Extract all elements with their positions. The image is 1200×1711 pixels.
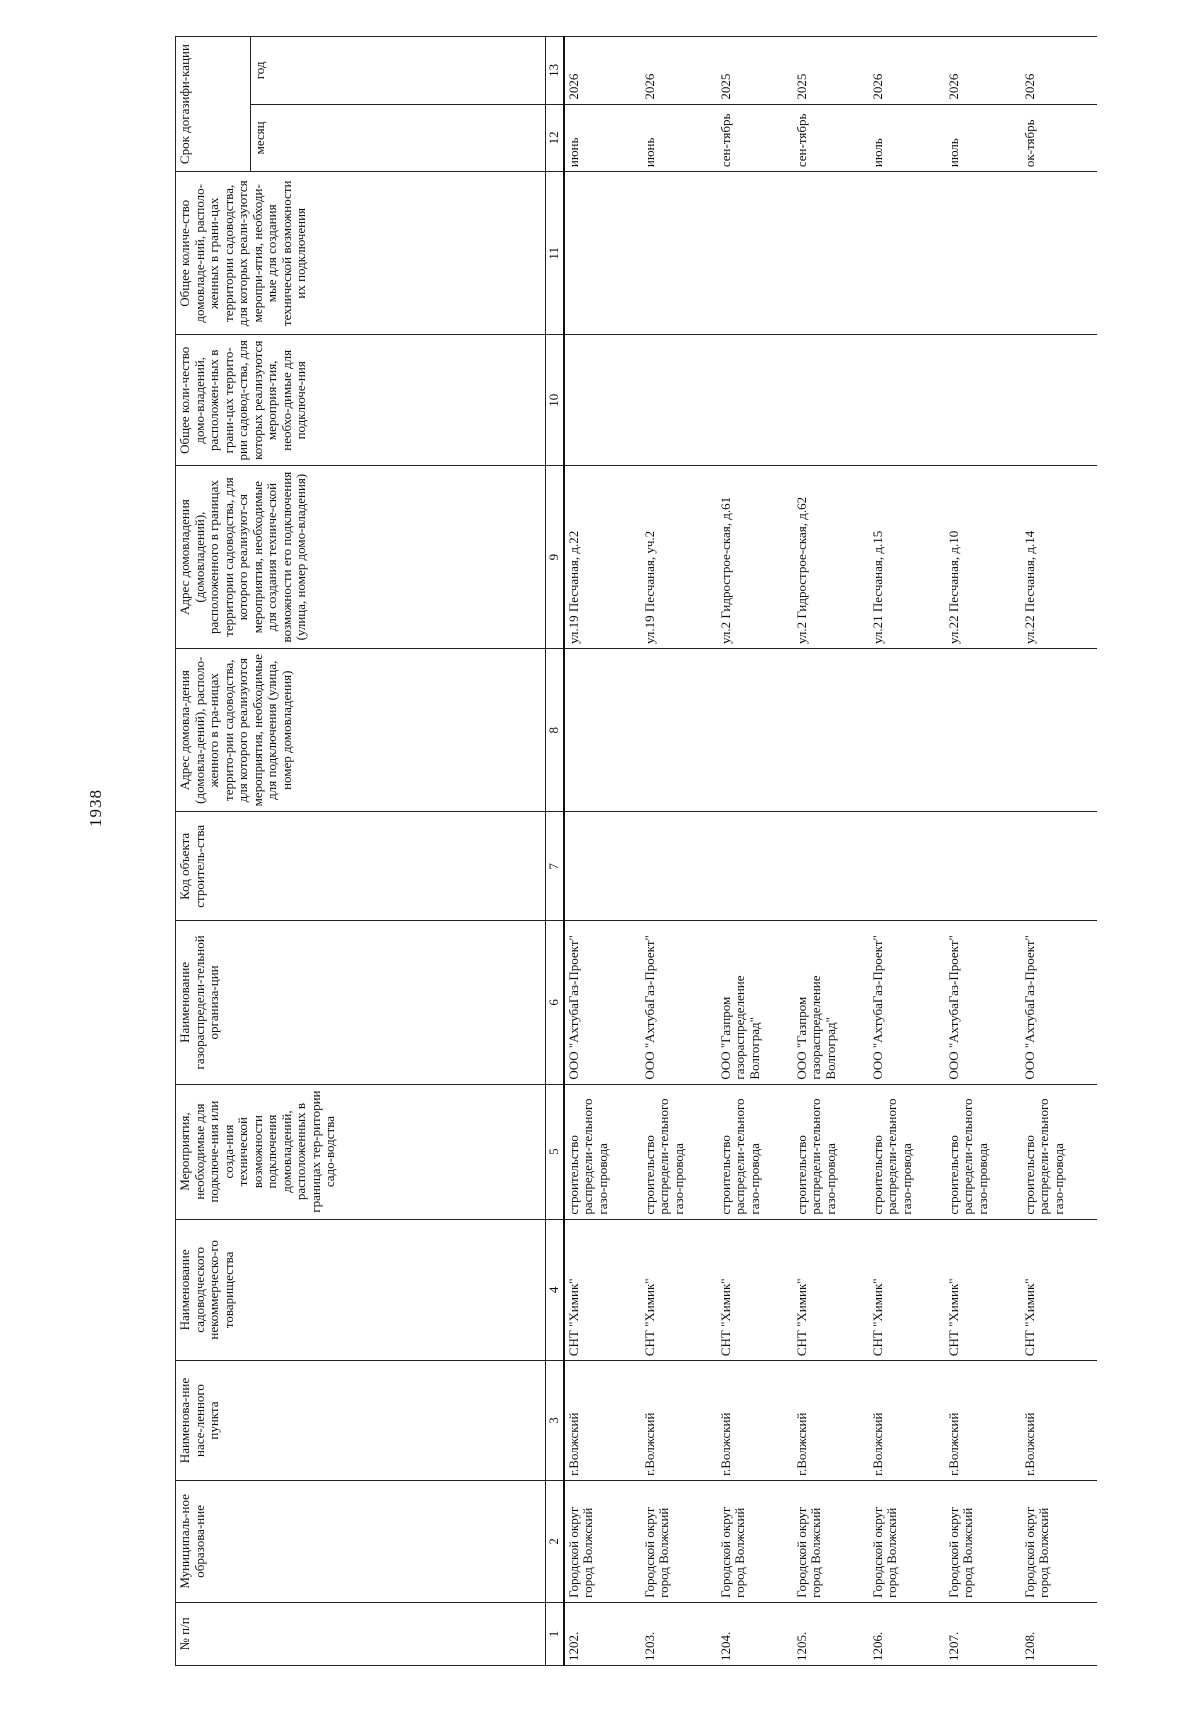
row-month: сен-тябрь	[717, 104, 793, 172]
row-address-connection	[793, 649, 869, 812]
row-count-capacity	[641, 172, 717, 335]
row-settlement: г.Волжский	[945, 1361, 1021, 1481]
row-count-capacity	[717, 172, 793, 335]
row-settlement: г.Волжский	[869, 1361, 945, 1481]
row-gas-org: ООО "АхтубаГаз-Проект"	[641, 921, 717, 1084]
row-snt: СНТ "Химик"	[945, 1219, 1021, 1361]
row-year: 2025	[717, 37, 793, 105]
header-number: № п/п	[176, 1602, 546, 1665]
header-address-connection: Адрес домовла-дения (домовла-дений), располо-женного в гра-ницах террито-рии садоводства, для которого реализуются мероприятия, необходимые для подключения (улица, номер домовладения)	[176, 649, 546, 812]
row-year: 2026	[564, 37, 641, 105]
header-measures: Мероприятия, необходимые для подключе-ния или созда-ния технической возможности подключения домовладений, расположенных в границах тер-ритории садо-водства	[176, 1084, 546, 1219]
header-month: месяц	[251, 104, 546, 172]
row-object-code	[1021, 812, 1097, 921]
table-row	[869, 37, 945, 1666]
row-object-code	[564, 812, 641, 921]
row-gas-org: ООО "Газпром газораспределение Волгоград"	[793, 921, 869, 1084]
row-count-connection	[564, 335, 641, 466]
row-address-capacity: ул.19 Песчаная, уч.2	[641, 466, 717, 649]
row-number: 1204.	[717, 1602, 793, 1665]
row-month: июнь	[641, 104, 717, 172]
row-municipality: Городской округ город Волжский	[564, 1480, 641, 1602]
row-municipality: Городской округ город Волжский	[793, 1480, 869, 1602]
row-municipality: Городской округ город Волжский	[1021, 1480, 1097, 1602]
header-gas-org: Наименование газораспредели-тельной организа-ции	[176, 921, 546, 1084]
row-month: июль	[869, 104, 945, 172]
row-object-code	[717, 812, 793, 921]
row-count-capacity	[869, 172, 945, 335]
row-settlement: г.Волжский	[717, 1361, 793, 1481]
column-number: 2	[546, 1480, 564, 1602]
header-address-capacity: Адрес домовладения (домовладений), расположенного в границах территории садоводства, для которого реализуют-ся мероприятия, необходимые для создания техниче-ской возможности его подключения (улица, номер домо-владения)	[176, 466, 546, 649]
row-number: 1203.	[641, 1602, 717, 1665]
row-count-capacity	[945, 172, 1021, 335]
column-number: 8	[546, 649, 564, 812]
row-address-connection	[717, 649, 793, 812]
column-number: 5	[546, 1084, 564, 1219]
row-count-connection	[717, 335, 793, 466]
row-object-code	[793, 812, 869, 921]
column-number: 7	[546, 812, 564, 921]
table-row	[564, 37, 641, 1666]
row-address-capacity: ул.2 Гидрострое-ская, д.62	[793, 466, 869, 649]
row-measures: строительство распредели-тельного газо-провода	[869, 1084, 945, 1219]
table-row	[641, 37, 717, 1666]
row-measures: строительство распредели-тельного газо-провода	[717, 1084, 793, 1219]
row-year: 2026	[641, 37, 717, 105]
column-number: 13	[546, 37, 564, 105]
column-number: 12	[546, 104, 564, 172]
column-number: 10	[546, 335, 564, 466]
row-municipality: Городской округ город Волжский	[945, 1480, 1021, 1602]
column-number: 11	[546, 172, 564, 335]
row-number: 1202.	[564, 1602, 641, 1665]
row-address-capacity: ул.2 Гидрострое-ская, д.61	[717, 466, 793, 649]
row-year: 2025	[793, 37, 869, 105]
row-snt: СНТ "Химик"	[1021, 1219, 1097, 1361]
table-row	[945, 37, 1021, 1666]
header-count-capacity: Общее количе-ство домовладе-ний, располо-женных в грани-цах территории садоводства, для которых реали-зуются меропри-ятия, необходи-мые для создания технической возможности их подключения	[176, 172, 546, 335]
row-municipality: Городской округ город Волжский	[717, 1480, 793, 1602]
row-number: 1205.	[793, 1602, 869, 1665]
table-row	[717, 37, 793, 1666]
row-object-code	[945, 812, 1021, 921]
row-measures: строительство распредели-тельного газо-провода	[945, 1084, 1021, 1219]
row-snt: СНТ "Химик"	[564, 1219, 641, 1361]
row-measures: строительство распредели-тельного газо-провода	[1021, 1084, 1097, 1219]
header-settlement: Наименова-ние насе-ленного пункта	[176, 1361, 546, 1481]
row-measures: строительство распредели-тельного газо-провода	[641, 1084, 717, 1219]
table-row	[793, 37, 869, 1666]
header-municipality: Муниципаль-ное образова-ние	[176, 1480, 546, 1602]
row-object-code	[869, 812, 945, 921]
row-number: 1208.	[1021, 1602, 1097, 1665]
header-snt: Наименование садоводческого некоммерческо-го товарищества	[176, 1219, 546, 1361]
row-count-capacity	[1021, 172, 1097, 335]
column-number: 9	[546, 466, 564, 649]
column-number: 4	[546, 1219, 564, 1361]
gasification-table	[175, 36, 1097, 1666]
row-address-connection	[945, 649, 1021, 812]
row-month: сен-тябрь	[793, 104, 869, 172]
row-municipality: Городской округ город Волжский	[869, 1480, 945, 1602]
row-month: ок-тябрь	[1021, 104, 1097, 172]
row-municipality: Городской округ город Волжский	[641, 1480, 717, 1602]
row-address-connection	[564, 649, 641, 812]
row-address-capacity: ул.19 Песчаная, д.22	[564, 466, 641, 649]
row-settlement: г.Волжский	[641, 1361, 717, 1481]
row-count-connection	[869, 335, 945, 466]
row-year: 2026	[1021, 37, 1097, 105]
row-snt: СНТ "Химик"	[641, 1219, 717, 1361]
row-count-capacity	[793, 172, 869, 335]
rotated-document	[175, 36, 1080, 1666]
row-count-connection	[793, 335, 869, 466]
row-gas-org: ООО "АхтубаГаз-Проект"	[869, 921, 945, 1084]
column-number: 3	[546, 1361, 564, 1481]
header-count-connection: Общее коли-чество домо-владений, расположен-ных в грани-цах террито-рии садовод-ства, для которых реализуются мероприя-тия, необхо-димые для подключе-ния	[176, 335, 546, 466]
row-month: июль	[945, 104, 1021, 172]
row-month: июнь	[564, 104, 641, 172]
row-year: 2026	[945, 37, 1021, 105]
column-number: 1	[546, 1602, 564, 1665]
row-count-capacity	[564, 172, 641, 335]
row-snt: СНТ "Химик"	[869, 1219, 945, 1361]
header-year: год	[251, 37, 546, 105]
row-count-connection	[1021, 335, 1097, 466]
row-address-connection	[1021, 649, 1097, 812]
row-gas-org: ООО "Газпром газораспределение Волгоград"	[717, 921, 793, 1084]
row-gas-org: ООО "АхтубаГаз-Проект"	[564, 921, 641, 1084]
row-address-capacity: ул.22 Песчаная, д.10	[945, 466, 1021, 649]
header-object-code: Код объекта строитель-ства	[176, 812, 546, 921]
row-year: 2026	[869, 37, 945, 105]
row-settlement: г.Волжский	[1021, 1361, 1097, 1481]
row-address-connection	[641, 649, 717, 812]
row-count-connection	[641, 335, 717, 466]
column-number: 6	[546, 921, 564, 1084]
row-settlement: г.Волжский	[564, 1361, 641, 1481]
row-settlement: г.Волжский	[793, 1361, 869, 1481]
row-gas-org: ООО "АхтубаГаз-Проект"	[945, 921, 1021, 1084]
row-address-capacity: ул.21 Песчаная, д.15	[869, 466, 945, 649]
row-count-connection	[945, 335, 1021, 466]
row-snt: СНТ "Химик"	[793, 1219, 869, 1361]
row-measures: строительство распредели-тельного газо-провода	[793, 1084, 869, 1219]
row-object-code	[641, 812, 717, 921]
row-measures: строительство распредели-тельного газо-провода	[564, 1084, 641, 1219]
row-number: 1207.	[945, 1602, 1021, 1665]
row-address-capacity: ул.22 Песчаная, д.14	[1021, 466, 1097, 649]
header-deadline: Срок догазифи-кации	[176, 37, 251, 172]
row-number: 1206.	[869, 1602, 945, 1665]
row-gas-org: ООО "АхтубаГаз-Проект"	[1021, 921, 1097, 1084]
row-address-connection	[869, 649, 945, 812]
page-number: 1938	[86, 789, 105, 827]
row-snt: СНТ "Химик"	[717, 1219, 793, 1361]
table-row	[1021, 37, 1097, 1666]
